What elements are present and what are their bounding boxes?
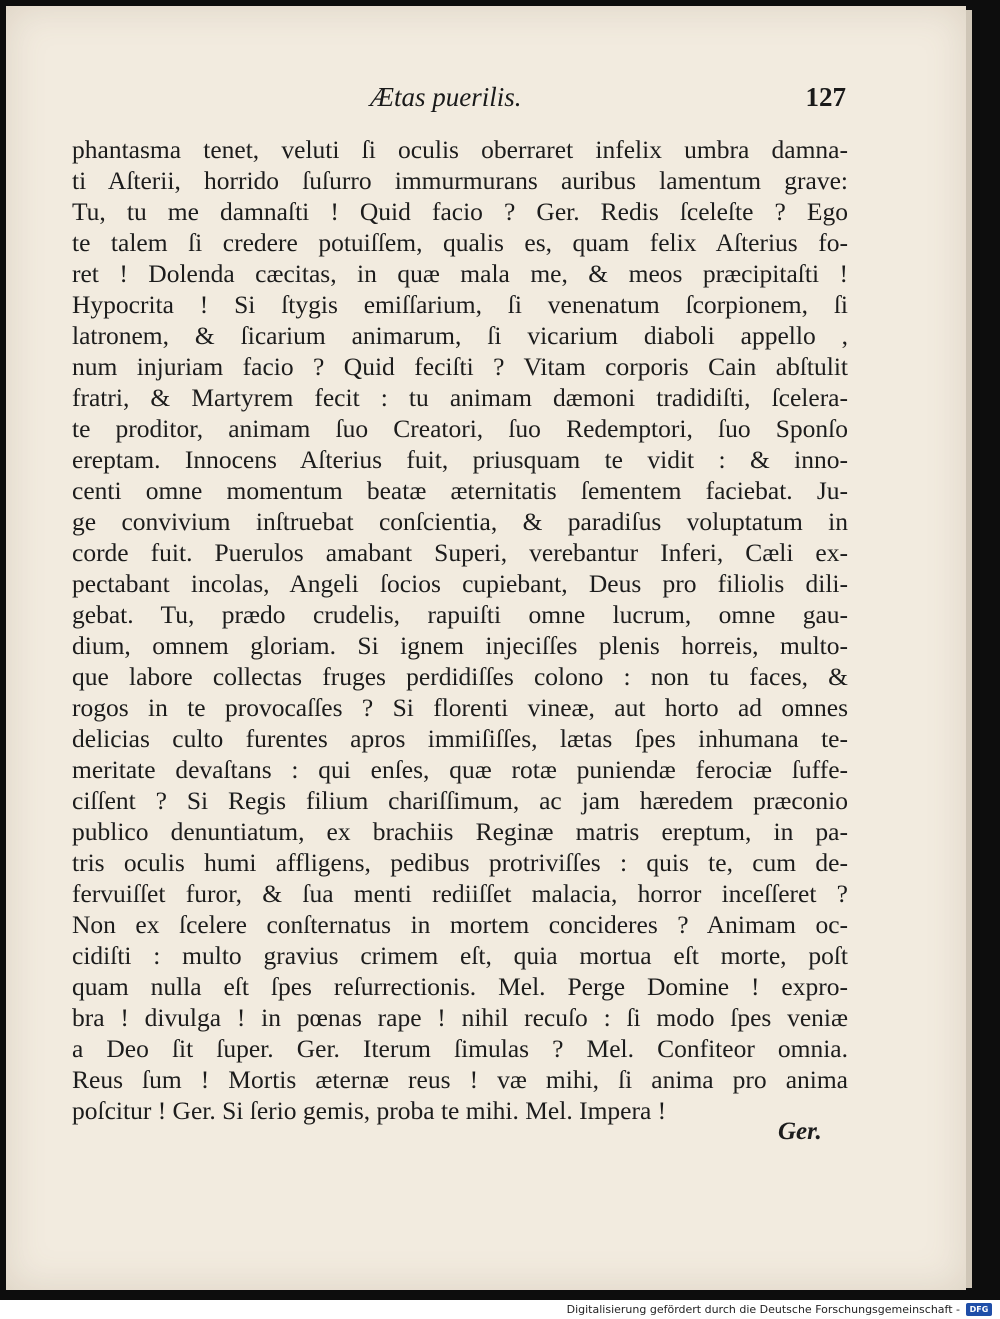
text-line: Hypocrita ! Si ſtygis emiſſarium, ſi venenatum ſcorpionem, ſi bbox=[72, 290, 848, 319]
text-line: meritate devaſtans : qui enſes, quæ rotæ puniendæ ferociæ ſuffe- bbox=[72, 755, 848, 784]
body-text bbox=[72, 134, 848, 1126]
footer-credit: Digitalisierung gefördert durch die Deutsche Forschungsgemeinschaft - bbox=[566, 1303, 960, 1316]
text-line: cidiſti : multo gravius crimem eſt, quia mortua eſt morte, poſt bbox=[72, 941, 848, 970]
text-line: bra ! divulga ! in pœnas rape ! nihil recuſo : ſi modo ſpes veniæ bbox=[72, 1003, 848, 1032]
text-line: corde fuit. Puerulos amabant Superi, verebantur Inferi, Cæli ex- bbox=[72, 538, 848, 567]
text-line: Reus ſum ! Mortis æternæ reus ! væ mihi, ſi anima pro anima bbox=[72, 1065, 848, 1094]
text-line: centi omne momentum beatæ æternitatis ſementem faciebat. Ju- bbox=[72, 476, 848, 505]
text-line: fratri, & Martyrem fecit : tu animam dæmoni tradidiſti, ſcelera- bbox=[72, 383, 848, 412]
text-line: delicias culto furentes apros immiſiſſes, lætas ſpes inhumana te- bbox=[72, 724, 848, 753]
text-line: Non ex ſcelere conſternatus in mortem concideres ? Animam oc- bbox=[72, 910, 848, 939]
text-line: gebat. Tu, prædo crudelis, rapuiſti omne lucrum, omne gau- bbox=[72, 600, 848, 629]
text-line: latronem, & ſicarium animarum, ſi vicarium diaboli appello , bbox=[72, 321, 848, 350]
page-edge bbox=[966, 10, 972, 1288]
book-page bbox=[6, 6, 966, 1290]
page-number: 127 bbox=[805, 82, 846, 112]
catchword: Ger. bbox=[778, 1118, 822, 1145]
text-line: fervuiſſet furor, & ſua menti rediiſſet malacia, horror inceſſeret ? bbox=[72, 879, 848, 908]
text-line: tris oculis humi affligens, pedibus protriviſſes : quis te, cum de- bbox=[72, 848, 848, 877]
text-line: num injuriam facio ? Quid feciſti ? Vitam corporis Cain abſtulit bbox=[72, 352, 848, 381]
text-line: phantasma tenet, veluti ſi oculis oberraret infelix umbra damna- bbox=[72, 135, 848, 164]
running-title: Ætas puerilis. bbox=[370, 82, 522, 112]
text-line: ge convivium inſtruebat conſcientia, & paradiſus voluptatum in bbox=[72, 507, 848, 536]
text-line: rogos in te provocaſſes ? Si florenti vineæ, aut horto ad omnes bbox=[72, 693, 848, 722]
text-line: quam nulla eſt ſpes reſurrectionis. Mel. Perge Domine ! expro- bbox=[72, 972, 848, 1001]
text-line: te proditor, animam ſuo Creatori, ſuo Redemptori, ſuo Sponſo bbox=[72, 414, 848, 443]
footer bbox=[0, 1300, 1000, 1319]
text-line: te talem ſi credere potuiſſem, qualis es, quam felix Aſterius fo- bbox=[72, 228, 848, 257]
text-line: pectabant incolas, Angeli ſocios cupiebant, Deus pro filiolis dili- bbox=[72, 569, 848, 598]
text-line: publico denuntiatum, ex brachiis Reginæ matris ereptum, in pa- bbox=[72, 817, 848, 846]
running-head bbox=[66, 78, 846, 118]
text-line: ereptam. Innocens Aſterius fuit, priusquam te vidit : & inno- bbox=[72, 445, 848, 474]
text-line: Tu, tu me damnaſti ! Quid facio ? Ger. Redis ſceleſte ? Ego bbox=[72, 197, 848, 226]
text-line: poſcitur ! Ger. Si ſerio gemis, proba te mihi. Mel. Impera ! bbox=[72, 1096, 667, 1125]
text-line: ti Aſterii, horrido ſuſurro immurmurans auribus lamentum grave: bbox=[72, 166, 848, 195]
text-line: dium, omnem gloriam. Si ignem injeciſſes plenis horreis, multo- bbox=[72, 631, 848, 660]
dfg-logo: DFG bbox=[966, 1303, 992, 1316]
text-line: a Deo ſit ſuper. Ger. Iterum ſimulas ? Mel. Confiteor omnia. bbox=[72, 1034, 848, 1063]
text-line: ret ! Dolenda cæcitas, in quæ mala me, & meos præcipitaſti ! bbox=[72, 259, 848, 288]
text-line: ciſſent ? Si Regis filium chariſſimum, ac jam hæredem præconio bbox=[72, 786, 848, 815]
text-line: que labore collectas fruges perdidiſſes colono : non tu faces, & bbox=[72, 662, 848, 691]
